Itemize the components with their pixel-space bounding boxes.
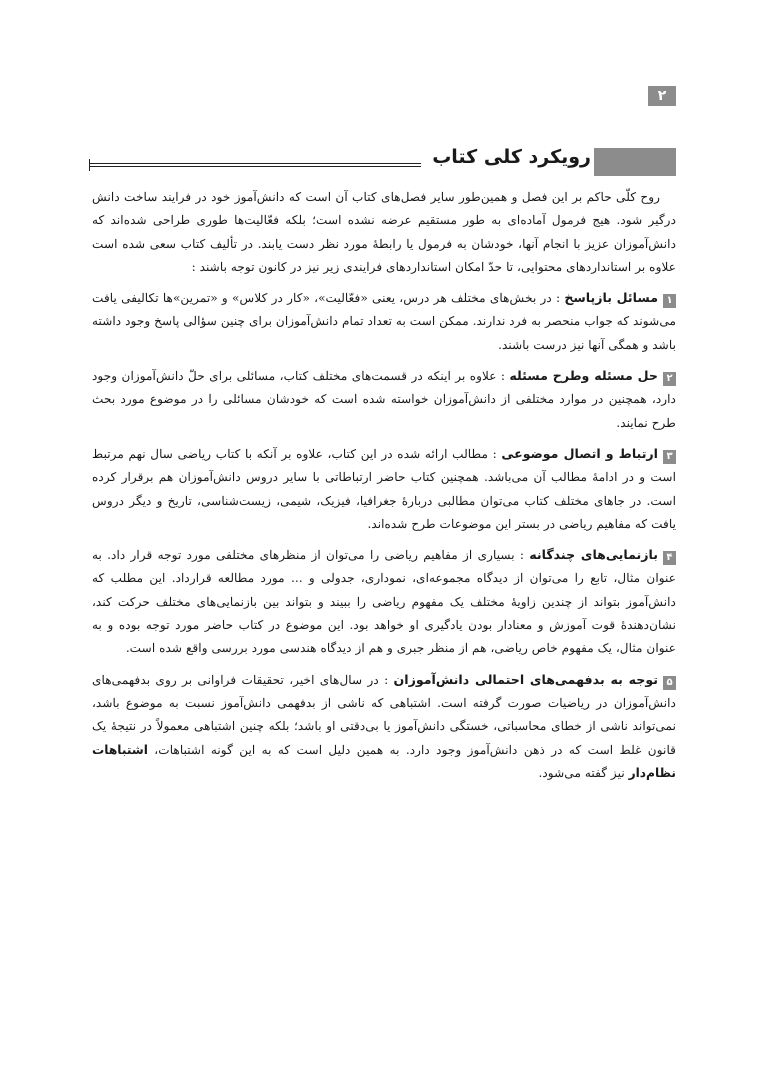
item-number-badge: ۴ xyxy=(663,551,676,565)
list-item xyxy=(92,364,676,435)
heading-block xyxy=(594,148,676,176)
item-number-badge: ۲ xyxy=(663,372,676,386)
list-item xyxy=(92,286,676,357)
item-text: : در بخش‌های مختلف هر درس، یعنی «فعّالیت»، «کار در کلاس» و «تمرین»ها تکالیفی یافت می‌شوند که جواب منحصر به فرد ندارند. ممکن است به تعداد تمام دانش‌آموزان برای چنین سؤالی پاسخ وجود داشته باشد و همگی آنها نیز درست باشند. xyxy=(92,291,676,352)
section-heading xyxy=(90,148,676,176)
item-emphasis: اشتباهات نظام‌دار xyxy=(92,742,676,780)
item-term: توجه به بدفهمی‌های احتمالی دانش‌آموزان xyxy=(393,671,658,687)
item-text: : علاوه بر اینکه در قسمت‌های مختلف کتاب، مسائلی برای حلّ دانش‌آموزان وجود دارد، همچنین در موارد مختلفی از دانش‌آموزان خواسته شده است که خودشان مسائلی را در موضوع مورد بحث طرح نمایند. xyxy=(92,369,676,430)
section-title: رویکرد کلی کتاب xyxy=(432,146,591,168)
item-text: : مطالب ارائه شده در این کتاب، علاوه بر آنکه با کتاب ریاضی سال نهم مرتبط است و در ادامهٔ مطالب آن می‌باشد. همچنین کتاب حاضر ارتباطاتی با سایر دروس دانش‌آموزان هم برقرار کرده است. در جاهای مختلف کتاب می‌توان مطالبی دربارهٔ جغرافیا، فیزیک، شیمی، زیست‌شناسی، تاریخ و دیگر دروس یافت که مفاهیم ریاضی در بستر این موضوعات طرح شده‌اند. xyxy=(92,446,676,531)
item-number-badge: ۳ xyxy=(663,450,676,464)
item-term: ارتباط و اتصال موضوعی xyxy=(501,445,658,461)
item-term: حل مسئله وطرح مسئله xyxy=(509,368,658,384)
item-term: مسائل بازپاسخ xyxy=(564,290,658,306)
list-item xyxy=(92,442,676,536)
item-number-badge: ۱ xyxy=(663,294,676,308)
body-text xyxy=(92,186,676,792)
item-text: : در سال‌های اخیر، تحقیقات فراوانی بر روی بدفهمی‌های دانش‌آموزان در ریاضیات صورت گرفته است. اشتباهی که ناشی از بدفهمی دانش‌آموز نسبت به موضوع باشد، نمی‌تواند ناشی از خطای محاسباتی، خستگی دانش‌آموز یا بی‌دقتی او باشد؛ بلکه چنین اشتباهی معمولاً در نتیجهٔ یک قانون غلط است که در ذهن دانش‌آموز وجود دارد. به همین دلیل است که به این گونه اشتباهات، xyxy=(92,672,676,757)
intro-paragraph: روح کلّی حاکم بر این فصل و همین‌طور سایر فصل‌های کتاب آن است که دانش‌آموز خود در فرایند ساخت دانش درگیر شود. هیج فرمول آماده‌ای به طور مستقیم عرضه نشده است؛ بلکه فعّالیت‌ها طوری طراحی شده‌اند که دانش‌آموزان عزیز با انجام آنها، خودشان به فرمول یا رابطهٔ مورد نظر دست یابند. در تألیف کتاب سعی شده است علاوه بر استانداردهای محتوایی، تا حدّ امکان استانداردهای فرایندی زیر نیز در کانون توجه باشند : xyxy=(92,190,676,274)
heading-rule xyxy=(90,163,421,167)
list-item xyxy=(92,668,676,785)
item-text-end: نیز گفته می‌شود. xyxy=(538,765,629,780)
list-item xyxy=(92,543,676,660)
item-text: : بسیاری از مفاهیم ریاضی را می‌توان از منظرهای مختلفی مورد توجه قرار داد. به عنوان مثال، تابع را می‌توان از دیدگاه مجموعه‌ای، نموداری، جدولی و ... مورد مطالعه قرارداد. این مطلب که دانش‌آموز بتواند از چندین زاویهٔ مختلف یک مفهوم ریاضی را ببیند و بتواند بین بازنمایی‌های مختلف حرکت کند، نشان‌دهندهٔ قوت آموزش و معنادار بودن یادگیری او خواهد بود. این موضوع در کتاب حاضر مورد توجه بوده و به عنوان مثال، یک مفهوم خاص ریاضی، هم از منظر جبری و هم از دیدگاه هندسی مورد بررسی واقع شده است. xyxy=(92,548,676,656)
item-term: بازنمایی‌های چندگانه xyxy=(529,547,658,563)
item-number-badge: ۵ xyxy=(663,676,676,690)
page-number: ۲ xyxy=(648,86,676,106)
